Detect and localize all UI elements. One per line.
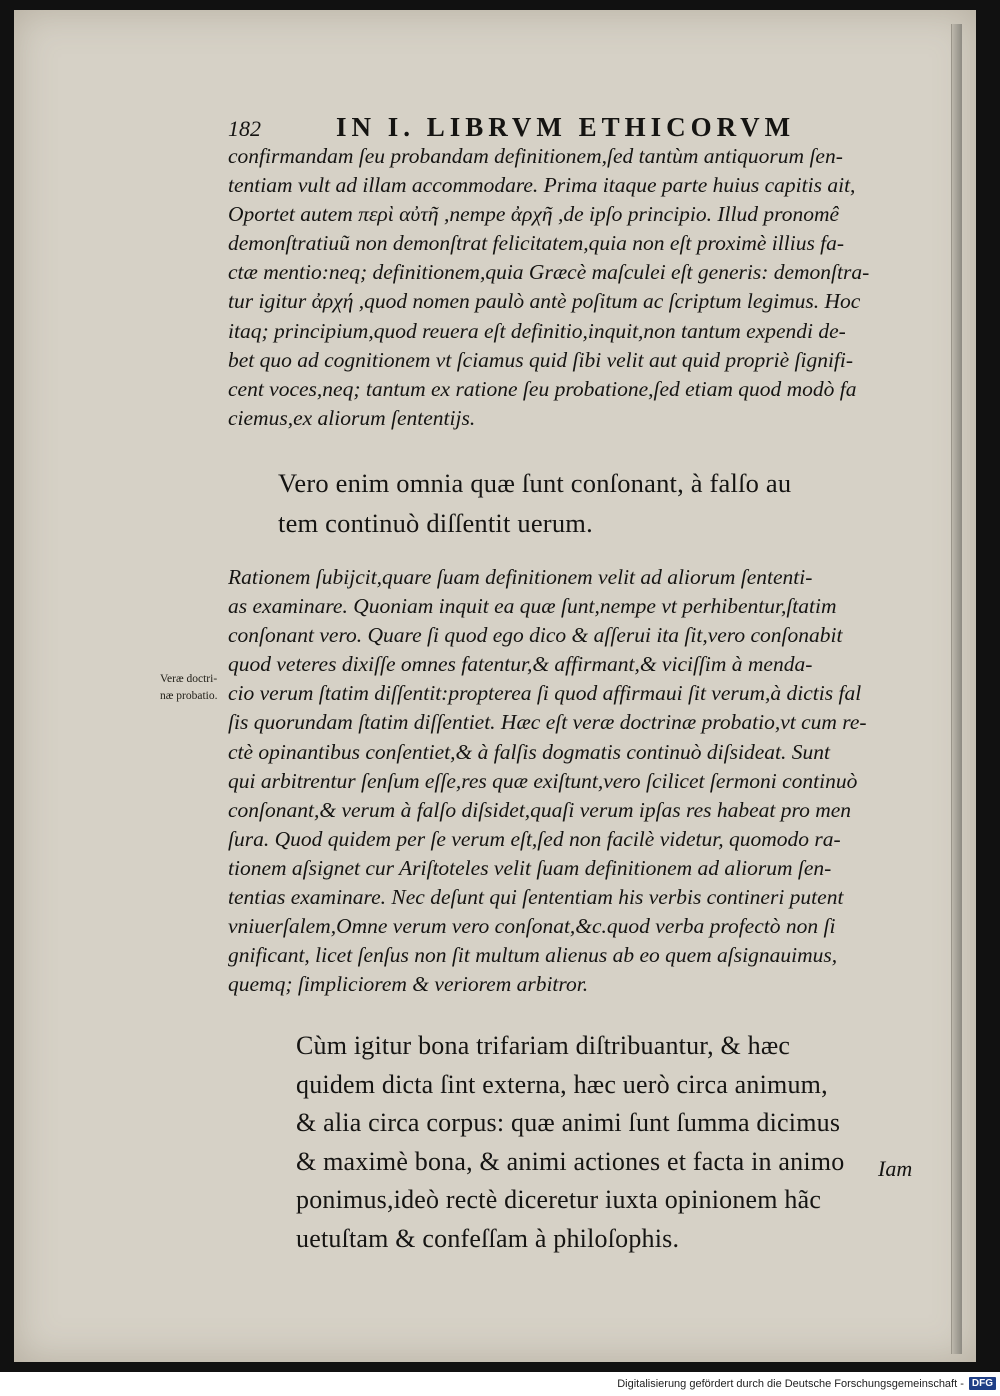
text-line: quod veteres dixiſſe omnes fatentur,& affirmant,& viciſſim à menda-: [228, 652, 813, 677]
text-line: quemq; ſimpliciorem & veriorem arbitror.: [228, 972, 589, 997]
quote-line: uetuſtam & confeſſam à philoſophis.: [296, 1223, 680, 1253]
quote-line: ponimus,ideò rectè diceretur iuxta opinionem hãc: [296, 1185, 822, 1215]
commentary-paragraph-2: [228, 563, 948, 999]
marginal-note-line: næ probatio.: [160, 690, 218, 702]
marginal-note-line: Veræ doctri-: [160, 673, 218, 685]
quote-line: Vero enim omnia quæ ſunt conſonant, à falſo au: [278, 467, 792, 498]
text-line: demonſtratiuũ non demonſtrat felicitatem,quia non eſt proximè illius fa-: [228, 231, 845, 256]
text-line: ciemus,ex aliorum ſententijs.: [228, 405, 476, 430]
running-head: [228, 104, 948, 142]
text-block: [228, 104, 948, 1258]
text-line: bet quo ad cognitionem vt ſciamus quid ſibi velit aut quid propriè ſignifi-: [228, 347, 854, 372]
quote-line: & maximè bona, & animi actiones et facta in animo: [296, 1146, 845, 1176]
quote-line: & alia circa corpus: quæ animi ſunt ſumma dicimus: [296, 1108, 841, 1138]
aristotle-quote-1: [228, 463, 948, 543]
text-line: vniuerſalem,Omne verum vero conſonat,&c.quod verba profectò non ſi: [228, 914, 836, 939]
text-line: cio verum ſtatim diſſentit:propterea ſi quod affirmaui ſit verum,à dictis fal: [228, 681, 862, 706]
catch-word: Iam: [878, 1156, 913, 1181]
quote-line: Cùm igitur bona trifariam diſtribuantur, & hæc: [296, 1031, 791, 1061]
text-line: ſis quorundam ſtatim diſſentiet. Hæc eſt veræ doctrinæ probatio,vt cum re-: [228, 710, 867, 735]
text-line: gnificant, licet ſenſus non ſit multum alienus ab eo quem aſsignauimus,: [228, 943, 838, 968]
footer: [0, 1377, 1000, 1396]
text-line: Oportet autem περὶ αὐτῆ ,nempe ἀρχῆ ,de ipſo principio. Illud pronomê: [228, 202, 840, 227]
aristotle-quote-2: [228, 1027, 948, 1258]
text-line: confirmandam ſeu probandam definitionem,ſed tantùm antiquorum ſen-: [228, 144, 843, 168]
text-line: conſonant,& verum à falſo diſsidet,quaſi verum ipſas res habeat pro men: [228, 797, 852, 822]
text-line: ctè opinantibus conſentiet,& à falſis dogmatis continuò diſsideat. Sunt: [228, 739, 830, 764]
text-line: conſonant vero. Quare ſi quod ego dico & aſſerui ita ſit,vero conſonabit: [228, 623, 843, 648]
quote-line: tem continuò diſſentit uerum.: [278, 507, 593, 538]
text-line: ctæ mentio:neq; definitionem,quia Græcè maſculei eſt generis: demonſtra-: [228, 260, 870, 285]
text-line: Rationem ſubijcit,quare ſuam definitionem velit ad aliorum ſententi-: [228, 564, 813, 589]
text-line: ſura. Quod quidem per ſe verum eſt,ſed non facilè videtur, quomodo ra-: [228, 826, 841, 851]
page-edge: [951, 24, 962, 1354]
quote-line: quidem dicta ſint externa, hæc uerò circa animum,: [296, 1069, 828, 1099]
commentary-paragraph-1: [228, 142, 948, 433]
dfg-logo: DFG: [969, 1377, 996, 1390]
text-line: tionem aſsignet cur Ariſtoteles velit ſuam definitionem ad aliorum ſen-: [228, 855, 832, 880]
footer-credit: Digitalisierung gefördert durch die Deutsche Forschungsgemeinschaft -: [617, 1377, 964, 1390]
text-line: cent voces,neq; tantum ex ratione ſeu probatione,ſed etiam quod modò fa: [228, 376, 857, 401]
text-line: itaq; principium,quod reuera eſt definitio,inquit,non tantum expendi de-: [228, 318, 846, 343]
page-number: 182: [228, 116, 261, 141]
text-line: as examinare. Quoniam inquit ea quæ ſunt,nempe vt perhibentur,ſtatim: [228, 594, 837, 619]
text-line: tentiam vult ad illam accommodare. Prima itaque parte huius capitis ait,: [228, 173, 856, 198]
text-line: tur igitur ἀρχή ,quod nomen paulò antè poſitum ac ſcriptum legimus. Hoc: [228, 289, 861, 314]
text-line: qui arbitrentur ſenſum eſſe,res quæ exiſtunt,vero ſcilicet ſermoni continuò: [228, 768, 858, 793]
text-line: tentias examinare. Nec deſunt qui ſententiam his verbis contineri putent: [228, 884, 844, 909]
running-head-title: IN I. LIBRVM ETHICORVM: [336, 112, 796, 142]
